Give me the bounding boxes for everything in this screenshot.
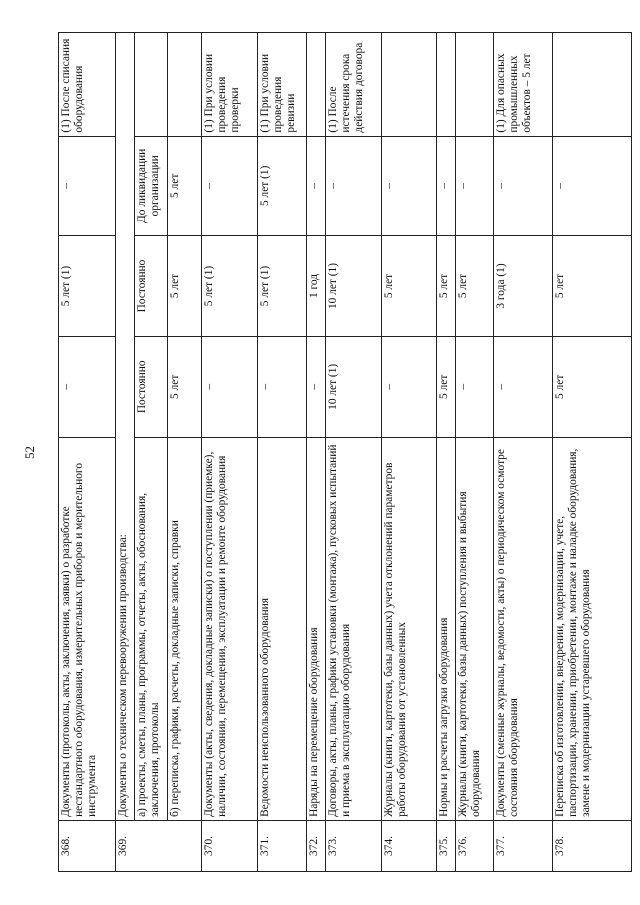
retention-cell: – xyxy=(456,136,494,235)
retention-table xyxy=(58,32,632,872)
item-number: 374. xyxy=(381,820,437,871)
item-number: 376. xyxy=(456,820,494,871)
retention-cell: 5 лет xyxy=(456,236,494,337)
item-number: 370. xyxy=(202,820,258,871)
retention-cell: 10 лет (1) xyxy=(325,336,381,437)
retention-cell: 5 лет xyxy=(168,336,202,437)
retention-cell: – xyxy=(494,136,552,235)
item-number: 373. xyxy=(325,820,381,871)
item-note xyxy=(552,33,631,137)
retention-cell: – xyxy=(494,336,552,437)
item-number: 369. xyxy=(116,820,202,871)
retention-cell: – xyxy=(307,336,326,437)
item-title: Документы (акты, сведения, докладные записки) о поступлении (приемке), наличии, состоянии, перемещении, эксплуатации и ремонте оборудования xyxy=(202,437,258,820)
item-note xyxy=(168,33,202,137)
item-note: (1) При условии проведения ревизии xyxy=(258,33,307,137)
retention-cell: – xyxy=(381,336,437,437)
table-row xyxy=(258,33,307,872)
table-row xyxy=(437,33,456,872)
retention-cell: – xyxy=(202,136,258,235)
retention-cell: 5 лет xyxy=(168,236,202,337)
item-note xyxy=(307,33,326,137)
item-number: 378. xyxy=(552,820,631,871)
retention-cell: – xyxy=(456,336,494,437)
item-note xyxy=(456,33,494,137)
item-number: 372. xyxy=(307,820,326,871)
retention-cell: – xyxy=(307,136,326,235)
item-note: (1) Для опасных промышленных объектов – 5 лет xyxy=(494,33,552,137)
retention-cell: – xyxy=(59,336,116,437)
table-row xyxy=(202,33,258,872)
retention-cell: – xyxy=(59,136,116,235)
retention-cell: – xyxy=(325,136,381,235)
table-row xyxy=(494,33,552,872)
item-title: Журналы (книги, картотеки, базы данных) учета отклонений параметров работы оборудования от установленных xyxy=(381,437,437,820)
retention-cell: 5 лет xyxy=(552,336,631,437)
item-note: (1) После истечения срока действия договора xyxy=(325,33,381,137)
item-title: Договоры, акты, планы, графики установки (монтажа), пусковых испытаний и приема в эксплуатацию оборудования xyxy=(325,437,381,820)
retention-cell: 10 лет (1) xyxy=(325,236,381,337)
item-title: Ведомости неиспользованного оборудования xyxy=(258,437,307,820)
item-number: 368. xyxy=(59,820,116,871)
item-note: (1) После списания оборудования xyxy=(59,33,116,137)
retention-cell: Постоянно xyxy=(134,336,168,437)
table-row xyxy=(456,33,494,872)
table-row xyxy=(116,33,135,872)
retention-cell: 5 лет xyxy=(381,236,437,337)
table-row xyxy=(552,33,631,872)
item-note xyxy=(381,33,437,137)
item-number: 371. xyxy=(258,820,307,871)
retention-cell: До ликвидации организации xyxy=(134,136,168,235)
retention-cell: – xyxy=(381,136,437,235)
item-title: Документы о техническом перевооружении производства: xyxy=(116,33,135,821)
retention-cell: 3 года (1) xyxy=(494,236,552,337)
item-number: 375. xyxy=(437,820,456,871)
item-title: Наряды на перемещение оборудования xyxy=(307,437,326,820)
retention-cell: 5 лет xyxy=(168,136,202,235)
table-row xyxy=(134,33,168,872)
retention-cell: 5 лет xyxy=(437,236,456,337)
item-note xyxy=(134,33,168,137)
item-number: 377. xyxy=(494,820,552,871)
retention-cell: 5 лет (1) xyxy=(202,236,258,337)
retention-cell: 5 лет xyxy=(552,236,631,337)
table-row xyxy=(325,33,381,872)
item-note: (1) При условии проведения проверки xyxy=(202,33,258,137)
table-row xyxy=(381,33,437,872)
item-title: Журналы (книги, картотеки, базы данных) поступления и выбытия оборудования xyxy=(456,437,494,820)
retention-cell: – xyxy=(552,136,631,235)
retention-cell: – xyxy=(202,336,258,437)
item-title: а) проекты, сметы, планы, программы, отчеты, акты, обоснования, заключения, протоколы xyxy=(134,437,168,820)
retention-cell: Постоянно xyxy=(134,236,168,337)
retention-cell: 1 год xyxy=(307,236,326,337)
item-title: Документы (протоколы, акты, заключения, заявки) о разработке нестандартного оборудования, измерительных приборов и мерительного инструмента xyxy=(59,437,116,820)
retention-cell: – xyxy=(437,136,456,235)
retention-cell: 5 лет (1) xyxy=(59,236,116,337)
item-title: б) переписка, графики, расчеты, докладные записки, справки xyxy=(168,437,202,820)
table-row xyxy=(307,33,326,872)
retention-cell: 5 лет xyxy=(437,336,456,437)
item-title: Документы (сменные журналы, ведомости, акты) о периодическом осмотре состояния оборудования xyxy=(494,437,552,820)
retention-cell: 5 лет (1) xyxy=(258,136,307,235)
retention-cell: 5 лет (1) xyxy=(258,236,307,337)
item-note xyxy=(437,33,456,137)
item-title: Переписка об изготовлении, внедрении, модернизации, учете, паспортизации, хранении, приобретении, монтаже и наладке оборудования, замене и модернизации устаревшего оборудования xyxy=(552,437,631,820)
page-number: 52 xyxy=(22,446,37,459)
item-title: Нормы и расчеты загрузки оборудования xyxy=(437,437,456,820)
retention-cell: – xyxy=(258,336,307,437)
table-row xyxy=(168,33,202,872)
table-row xyxy=(59,33,116,872)
